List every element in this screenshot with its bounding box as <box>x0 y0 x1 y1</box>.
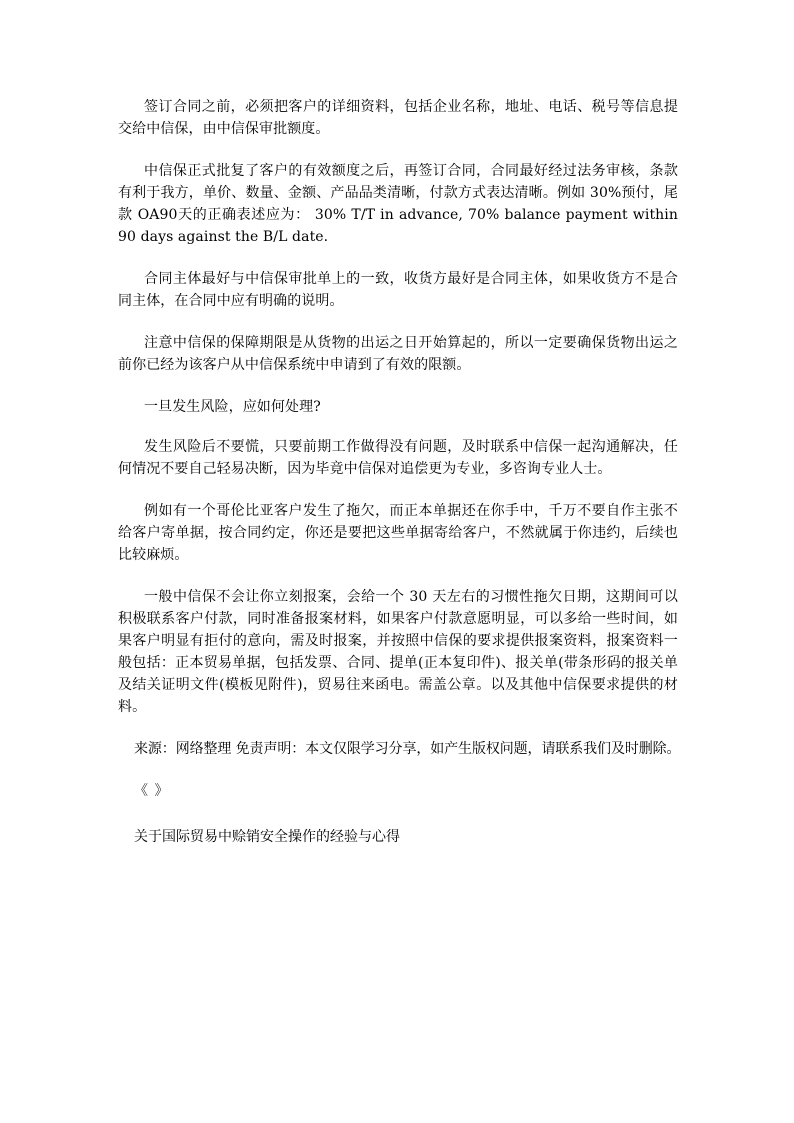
paragraph-contract-party: 合同主体最好与中信保审批单上的一致，收货方最好是合同主体，如果收货方不是合同主体，在合同中应有明确的说明。 <box>118 271 678 309</box>
paragraph-contract-terms: 中信保正式批复了客户的有效额度之后，再签订合同，合同最好经过法务审核，条款有利于我方，单价、数量、金额、产品品类清晰，付款方式表达清晰。例如 30%预付，尾款 OA90天的正确表述应为： 30% T/T in advance, 70% balance payment within 90 days against the B/L date. <box>118 163 678 245</box>
paragraph-risk-handling: 发生风险后不要慌，只要前期工作做得没有问题，及时联系中信保一起沟通解决，任何情况不要自己轻易决断，因为毕竟中信保对追偿更为专业，多咨询专业人士。 <box>118 439 678 477</box>
paragraph-contract-info: 签订合同之前，必须把客户的详细资料，包括企业名称，地址、电话、税号等信息提交给中信保，由中信保审批额度。 <box>118 99 678 137</box>
related-article-link[interactable]: 关于国际贸易中赊销安全操作的经验与心得 <box>134 829 400 845</box>
source-disclaimer: 来源：网络整理 免责声明：本文仅限学习分享，如产生版权问题，请联系我们及时删除。 <box>134 741 681 757</box>
article-body <box>118 96 681 802</box>
page-nav-arrows[interactable]: 《 》 <box>134 783 170 799</box>
paragraph-risk-question: 一旦发生风险，应如何处理? <box>144 399 321 415</box>
paragraph-claim-process: 一般中信保不会让你立刻报案，会给一个 30 天左右的习惯性拖欠日期，这期间可以积极联系客户付款，同时准备报案材料，如果客户付款意愿明显，可以多给一些时间，如果客户明显有拒付的意向，需及时报案，并按照中信保的要求提供报案资料，报案资料一般包括：正本贸易单据，包括发票、合同、提单(正本复印件)、报关单(带条形码的报关单及结关证明文件(模板见附件)，贸易往来函电。需盖公章。以及其他中信保要求提供的材料。 <box>118 589 678 715</box>
paragraph-example: 例如有一个哥伦比亚客户发生了拖欠，而正本单据还在你手中，千万不要自作主张不给客户寄单据，按合同约定，你还是要把这些单据寄给客户，不然就属于你违约，后续也比较麻烦。 <box>118 503 678 563</box>
paragraph-coverage-period: 注意中信保的保障期限是从货物的出运之日开始算起的，所以一定要确保货物出运之前你已经为该客户从中信保系统中申请到了有效的限额。 <box>118 335 678 373</box>
